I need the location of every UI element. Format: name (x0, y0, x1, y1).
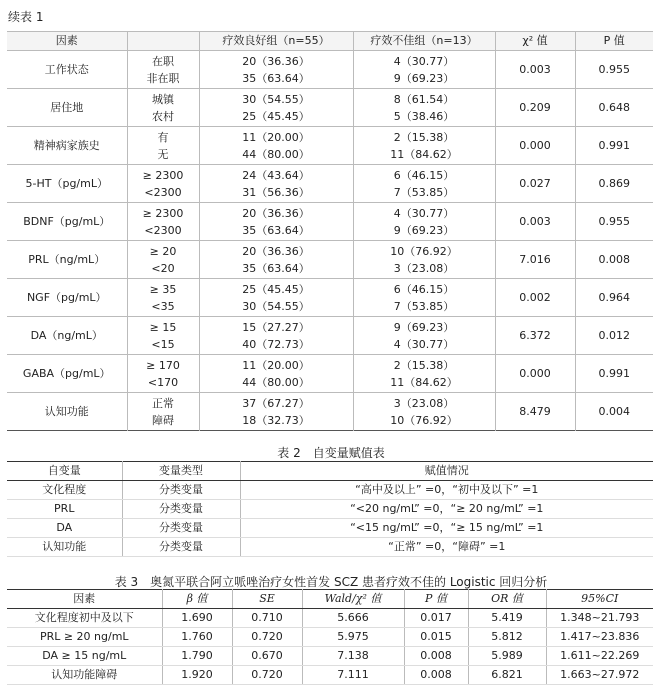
table1-subvalue: <20 (151, 261, 175, 275)
table2-cell: 分类变量 (122, 481, 240, 500)
table1-value-cell (353, 393, 495, 431)
table1-subvalue: 18（32.73） (242, 413, 310, 427)
table3-cell: 5.812 (468, 628, 546, 647)
table1-subvalue: 障碍 (152, 413, 174, 427)
table2-cell: 分类变量 (122, 519, 240, 538)
table1-chi-cell: 0.000 (495, 127, 575, 165)
table1-subvalue: 11（20.00） (242, 130, 310, 144)
table2-cell: “<20 ng/mL” =0，“≥ 20 ng/mL” =1 (240, 500, 653, 519)
table1-value-cell (127, 89, 199, 127)
table3-cell: 1.690 (162, 609, 232, 628)
table1-chi-cell: 6.372 (495, 317, 575, 355)
table1-header-cell: χ² 值 (495, 32, 575, 51)
table1-value-cell (199, 127, 353, 165)
table1-p-cell: 0.955 (575, 203, 653, 241)
table1-chi-cell: 0.003 (495, 203, 575, 241)
table1-subvalue: ≥ 35 (149, 282, 177, 296)
table3-cell: 1.348~21.793 (546, 609, 653, 628)
table1-subvalue: 农村 (152, 109, 174, 123)
table2-header-cell: 变量类型 (122, 462, 240, 481)
table1-value-cell (353, 241, 495, 279)
table1-p-cell: 0.869 (575, 165, 653, 203)
table1-subvalue: 正常 (152, 396, 174, 410)
table1-header-cell: P 值 (575, 32, 653, 51)
table2-cell: 分类变量 (122, 500, 240, 519)
table3-header-cell: 因素 (7, 590, 162, 609)
table1-value-cell (199, 241, 353, 279)
table1-subvalue: 25（45.45） (242, 282, 310, 296)
table3-cell: 0.017 (404, 609, 468, 628)
table1-subvalue: 25（45.45） (242, 109, 310, 123)
table1-p-cell: 0.012 (575, 317, 653, 355)
table1-subvalue: 44（80.00） (242, 375, 310, 389)
table3-cell: 6.821 (468, 666, 546, 685)
table1-chi-cell: 7.016 (495, 241, 575, 279)
table1-subvalue: 31（56.36） (242, 185, 310, 199)
table1-row (7, 279, 653, 317)
table1-subvalue: <15 (151, 337, 175, 351)
table2-caption: 表 2 自变量赋值表 (277, 446, 385, 460)
table1-subvalue: 9（69.23） (393, 320, 455, 334)
table1-subvalue: 11（84.62） (390, 147, 458, 161)
table1-subvalue: 6（46.15） (393, 282, 455, 296)
table1-factor-cell: NGF（pg/mL） (7, 279, 127, 317)
table1-subvalue: 7（53.85） (393, 185, 455, 199)
table1-row (7, 393, 653, 431)
table2-row (7, 481, 653, 500)
table2-header-cell: 自变量 (7, 462, 122, 481)
table1-row (7, 165, 653, 203)
table3-row (7, 666, 653, 685)
table1-subvalue: 15（27.27） (242, 320, 310, 334)
table3-cell: 认知功能障碍 (7, 666, 162, 685)
table3-cell: 0.670 (232, 647, 302, 666)
table1-subvalue: 37（67.27） (242, 396, 310, 410)
table1-subvalue: <35 (151, 299, 175, 313)
table3-cell: 5.975 (302, 628, 404, 647)
table1-row (7, 51, 653, 89)
table1-subvalue: 35（63.64） (242, 223, 310, 237)
table1-value-cell (199, 393, 353, 431)
table1-row (7, 355, 653, 393)
table3-cell: 1.611~22.269 (546, 647, 653, 666)
table3-cell: 文化程度初中及以下 (7, 609, 162, 628)
table3-cell: 5.666 (302, 609, 404, 628)
table1-value-cell (199, 279, 353, 317)
table1-subvalue: 3（23.08） (393, 396, 455, 410)
table1-value-cell (127, 203, 199, 241)
table1-value-cell (127, 241, 199, 279)
table1-subvalue: 有 (157, 130, 169, 144)
table1-value-cell (199, 89, 353, 127)
table3-header-cell: β 值 (162, 590, 232, 609)
table1-factor-cell: DA（ng/mL） (7, 317, 127, 355)
table1-chi-cell: 8.479 (495, 393, 575, 431)
table1-subvalue: ≥ 20 (149, 244, 177, 258)
table1-subvalue: 4（30.77） (393, 54, 455, 68)
table1-value-cell (127, 51, 199, 89)
table2-cell: 分类变量 (122, 538, 240, 557)
table2-cell: “高中及以上” =0，“初中及以下” =1 (240, 481, 653, 500)
table3-cell: 5.989 (468, 647, 546, 666)
table1-value-cell (199, 165, 353, 203)
table1-subvalue: 30（54.55） (242, 299, 310, 313)
table1-subvalue: 城镇 (152, 92, 174, 106)
table1-factor-cell: 精神病家族史 (7, 127, 127, 165)
table1-value-cell (199, 317, 353, 355)
table1-subvalue: 3（23.08） (393, 261, 455, 275)
table3-header-cell: OR 值 (468, 590, 546, 609)
table1-row (7, 241, 653, 279)
table3-cell: PRL ≥ 20 ng/mL (7, 628, 162, 647)
table1 (7, 31, 653, 431)
table1-value-cell (353, 127, 495, 165)
table1-factor-cell: GABA（pg/mL） (7, 355, 127, 393)
table1-chi-cell: 0.027 (495, 165, 575, 203)
table3-cell: 0.720 (232, 628, 302, 647)
table1-subvalue: 4（30.77） (393, 337, 455, 351)
table1-subvalue: 30（54.55） (242, 92, 310, 106)
table1-value-cell (127, 393, 199, 431)
table1-header-cell (127, 32, 199, 51)
table3-cell: 1.663~27.972 (546, 666, 653, 685)
table3-header-cell: P 值 (404, 590, 468, 609)
table2-cell: PRL (7, 500, 122, 519)
table2-row (7, 519, 653, 538)
table1-subvalue: 9（69.23） (393, 71, 455, 85)
table1-chi-cell: 0.209 (495, 89, 575, 127)
table1-value-cell (353, 355, 495, 393)
table1-subvalue: 无 (157, 147, 169, 161)
table1-subvalue: ≥ 170 (146, 358, 180, 372)
table1-factor-cell: 工作状态 (7, 51, 127, 89)
table1-subvalue: 7（53.85） (393, 299, 455, 313)
table1-factor-cell: BDNF（pg/mL） (7, 203, 127, 241)
table3-cell: 7.111 (302, 666, 404, 685)
table1-subvalue: 5（38.46） (393, 109, 455, 123)
table1-chi-cell: 0.003 (495, 51, 575, 89)
table1-p-cell: 0.964 (575, 279, 653, 317)
table1-p-cell: 0.008 (575, 241, 653, 279)
table1-value-cell (199, 51, 353, 89)
table2-row (7, 538, 653, 557)
table1-subvalue: 11（84.62） (390, 375, 458, 389)
table3-header-row (7, 590, 653, 609)
table2-header-row (7, 462, 653, 481)
table2 (7, 461, 653, 557)
table3-row (7, 609, 653, 628)
table1-chi-cell: 0.000 (495, 355, 575, 393)
table1-subvalue: 10（76.92） (390, 413, 458, 427)
table1-chi-cell: 0.002 (495, 279, 575, 317)
table1-subvalue: 20（36.36） (242, 206, 310, 220)
table1-row (7, 89, 653, 127)
table2-cell: 认知功能 (7, 538, 122, 557)
table1-row (7, 317, 653, 355)
table3-cell: 1.920 (162, 666, 232, 685)
table1-value-cell (127, 165, 199, 203)
table1-subvalue: <170 (147, 375, 179, 389)
table1-value-cell (199, 203, 353, 241)
table1-p-cell: 0.991 (575, 127, 653, 165)
table1-subvalue: 44（80.00） (242, 147, 310, 161)
table2-cell: DA (7, 519, 122, 538)
table3-cell: 0.015 (404, 628, 468, 647)
table1-row (7, 203, 653, 241)
table2-cell: 文化程度 (7, 481, 122, 500)
table1-value-cell (353, 165, 495, 203)
table1-subvalue: <2300 (144, 223, 182, 237)
table3-header-cell: Wald/χ² 值 (302, 590, 404, 609)
table2-cell: “正常” =0，“障碍” =1 (240, 538, 653, 557)
table3-cell: DA ≥ 15 ng/mL (7, 647, 162, 666)
table3-caption: 表 3 奥氮平联合阿立哌唑治疗女性首发 SCZ 患者疗效不佳的 Logistic 回归分析 (114, 575, 548, 589)
table1-p-cell: 0.648 (575, 89, 653, 127)
table1-subvalue: 2（15.38） (393, 130, 455, 144)
table1-value-cell (353, 317, 495, 355)
table1-p-cell: 0.004 (575, 393, 653, 431)
table1-value-cell (353, 203, 495, 241)
table1-p-cell: 0.991 (575, 355, 653, 393)
table3-row (7, 628, 653, 647)
table1-subvalue: 40（72.73） (242, 337, 310, 351)
table1-value-cell (127, 127, 199, 165)
table1-value-cell (353, 51, 495, 89)
table1-factor-cell: PRL（ng/mL） (7, 241, 127, 279)
table2-header-cell: 赋值情况 (240, 462, 653, 481)
table1-subvalue: 24（43.64） (242, 168, 310, 182)
table1-subvalue: 4（30.77） (393, 206, 455, 220)
table3-cell: 1.790 (162, 647, 232, 666)
table1-row (7, 127, 653, 165)
table3-header-cell: 95%CI (546, 590, 653, 609)
table1-subvalue: ≥ 2300 (142, 206, 184, 220)
table1-factor-cell: 认知功能 (7, 393, 127, 431)
table1-subvalue: 6（46.15） (393, 168, 455, 182)
table1-value-cell (199, 355, 353, 393)
table1-header-cell: 疗效不佳组（n=13） (353, 32, 495, 51)
table3-cell: 0.710 (232, 609, 302, 628)
table1-value-cell (127, 279, 199, 317)
table1-value-cell (127, 355, 199, 393)
table1-header-row (7, 32, 653, 51)
table3-cell: 0.720 (232, 666, 302, 685)
table3-header-cell: SE (232, 590, 302, 609)
table1-header-cell: 因素 (7, 32, 127, 51)
table1-caption: 续表 1 (8, 10, 44, 24)
table1-subvalue: 11（20.00） (242, 358, 310, 372)
table1-value-cell (127, 317, 199, 355)
table1-subvalue: 20（36.36） (242, 54, 310, 68)
table1-factor-cell: 5-HT（pg/mL） (7, 165, 127, 203)
table3-row (7, 647, 653, 666)
table1-subvalue: ≥ 2300 (142, 168, 184, 182)
table1-subvalue: 非在职 (146, 71, 180, 85)
table3 (7, 589, 653, 685)
table1-subvalue: 8（61.54） (393, 92, 455, 106)
table2-row (7, 500, 653, 519)
table3-cell: 1.417~23.836 (546, 628, 653, 647)
table1-value-cell (353, 89, 495, 127)
table1-subvalue: 9（69.23） (393, 223, 455, 237)
table1-subvalue: 20（36.36） (242, 244, 310, 258)
table3-cell: 7.138 (302, 647, 404, 666)
table1-subvalue: 10（76.92） (390, 244, 458, 258)
table1-subvalue: 在职 (152, 54, 174, 68)
table1-p-cell: 0.955 (575, 51, 653, 89)
table1-header-cell: 疗效良好组（n=55） (199, 32, 353, 51)
table3-cell: 0.008 (404, 647, 468, 666)
table1-subvalue: 2（15.38） (393, 358, 455, 372)
table3-cell: 5.419 (468, 609, 546, 628)
table3-cell: 0.008 (404, 666, 468, 685)
table2-cell: “<15 ng/mL” =0，“≥ 15 ng/mL” =1 (240, 519, 653, 538)
table3-cell: 1.760 (162, 628, 232, 647)
table1-subvalue: ≥ 15 (149, 320, 177, 334)
table1-factor-cell: 居住地 (7, 89, 127, 127)
table1-subvalue: 35（63.64） (242, 261, 310, 275)
table1-subvalue: 35（63.64） (242, 71, 310, 85)
table1-subvalue: <2300 (144, 185, 182, 199)
table1-value-cell (353, 279, 495, 317)
